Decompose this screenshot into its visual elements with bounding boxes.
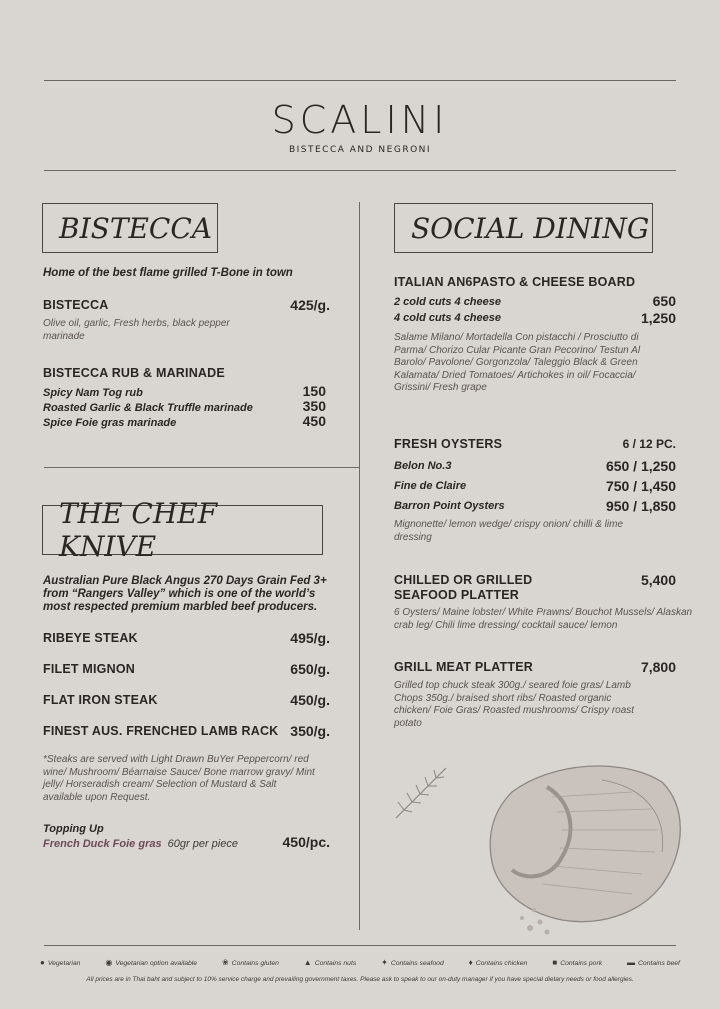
gluten-icon: ❀ — [221, 958, 229, 967]
footer-note: All prices are in Thai baht and subject to 10% service charge and prevailing government taxes. Please ask to speak to our on-duty manager if you have special dietary needs or food allergies. — [86, 976, 634, 983]
oyster-name: Fine de Claire — [394, 480, 467, 492]
chef-steak-note: *Steaks are served with Light Drawn BuYer Peppercorn/ red wine/ Mushroom/ Béarnaise Sauce/ Bone marrow gravy/ Mint jelly/ Horseradish cream/ Selection of Mustard & Salt available upon Request. — [43, 754, 315, 803]
legend-gluten: ❀ Contains gluten — [221, 958, 279, 967]
chef-heading: THE CHEF KNIVE — [42, 505, 323, 555]
topping-name: French Duck Foie gras — [43, 838, 162, 850]
left-mid-rule — [44, 467, 359, 468]
rub-price: 450 — [302, 413, 326, 429]
chef-item-name: FILET MIGNON — [43, 662, 135, 676]
antipasto-desc: Salame Milano/ Mortadella Con pistacchi / Prosciutto di Parma/ Chorizo Cular Picante Gran Pecorino/ Testun Al Barolo/ Pavolone/ Gorgonzola/ Taleggio Black & Green Kalamata/ Dried Tomatoes/ Artichokes in oil/ Focaccia/ Grissini/ Fresh grape — [394, 332, 641, 393]
vegetarian-icon: ● — [40, 958, 45, 967]
oysters-title: FRESH OYSTERS — [394, 437, 503, 451]
oyster-name: Barron Point Oysters — [394, 500, 505, 512]
oyster-price: 750 / 1,450 — [605, 478, 676, 494]
legend-beef: ▬ Contains beef — [627, 958, 680, 967]
rosemary-sprig-illustration — [392, 762, 452, 822]
legend-vegetarian: ● Vegetarian — [40, 958, 81, 967]
social-heading: SOCIAL DINING — [394, 203, 653, 253]
tbone-steak-illustration — [452, 752, 692, 942]
meat-title: GRILL MEAT PLATTER — [394, 660, 534, 674]
legend-pork: ■ Contains pork — [552, 958, 603, 967]
antipasto-option: 4 cold cuts 4 cheese — [394, 312, 501, 324]
antipasto-title: ITALIAN AN6PASTO & CHEESE BOARD — [394, 275, 636, 289]
chicken-icon: ♦ — [468, 958, 473, 967]
beef-icon: ▬ — [627, 958, 635, 967]
antipasto-price: 1,250 — [640, 310, 676, 326]
rub-price: 150 — [302, 383, 326, 399]
rub-price: 350 — [302, 398, 326, 414]
seafood-title-line2: SEAFOOD PLATTER — [394, 588, 519, 602]
topping-title: Topping Up — [43, 823, 104, 835]
meat-price: 7,800 — [640, 659, 676, 675]
seafood-icon: ✦ — [381, 958, 388, 967]
rub-item: Spice Foie gras marinade — [43, 417, 177, 429]
meat-desc: Grilled top chuck steak 300g./ seared foie gras/ Lamb Chops 350g./ braised short ribs/ Roasted organic chicken/ Foie Gras/ Roasted mushrooms/ Crispy roast potato — [394, 680, 635, 729]
bistecca-heading: BISTECCA — [42, 203, 218, 253]
legend-seafood: ✦ Contains seafood — [381, 958, 444, 967]
topping-price: 450/pc. — [282, 834, 330, 850]
oyster-price: 650 / 1,250 — [605, 458, 676, 474]
chef-item-price: 650/g. — [290, 661, 330, 677]
chef-item-price: 495/g. — [290, 630, 330, 646]
oysters-desc: Mignonette/ lemon wedge/ crispy onion/ chilli & lime dressing — [394, 519, 623, 543]
center-divider — [359, 202, 360, 930]
chef-intro: Australian Pure Black Angus 270 Days Grain Fed 3+ from “Rangers Valley” which is one of the world’s most respected premium marbled beef producers. — [43, 575, 327, 613]
bistecca-item-name: BISTECCA — [43, 298, 109, 312]
nuts-icon: ▲ — [303, 958, 312, 967]
chef-item-name: FINEST AUS. FRENCHED LAMB RACK — [43, 724, 279, 738]
topping-qty: 60gr per piece — [167, 838, 238, 850]
legend-chicken: ♦ Contains chicken — [468, 958, 528, 967]
bistecca-tagline: Home of the best flame grilled T-Bone in town — [43, 267, 293, 279]
bottom-rule — [44, 945, 676, 946]
chef-item-price: 450/g. — [290, 692, 330, 708]
bistecca-item-price: 425/g. — [290, 297, 330, 313]
rub-item: Spicy Nam Tog rub — [43, 387, 143, 399]
bistecca-rub-title: BISTECCA RUB & MARINADE — [43, 366, 225, 380]
legend-nuts: ▲ Contains nuts — [303, 958, 357, 967]
seafood-desc: 6 Oysters/ Maine lobster/ White Prawns/ Bouchot Mussels/ Alaskan crab leg/ Chili lime dressing/ cocktail sauce/ lemon — [394, 607, 693, 631]
oyster-name: Belon No.3 — [394, 460, 452, 472]
bistecca-item-desc: Olive oil, garlic, Fresh herbs, black pepper marinade — [43, 318, 230, 342]
seafood-price: 5,400 — [640, 572, 676, 588]
topping-line — [43, 838, 238, 850]
rub-item: Roasted Garlic & Black Truffle marinade — [43, 402, 253, 414]
oyster-price: 950 / 1,850 — [605, 498, 676, 514]
header-bottom-rule — [44, 170, 676, 171]
seafood-title-line1: CHILLED OR GRILLED — [394, 573, 533, 587]
chef-item-name: FLAT IRON STEAK — [43, 693, 158, 707]
oysters-unit: 6 / 12 PC. — [622, 437, 676, 451]
antipasto-price: 650 — [652, 293, 676, 309]
vegetarian-option-icon: ◉ — [105, 958, 113, 967]
chef-item-name: RIBEYE STEAK — [43, 631, 138, 645]
pork-icon: ■ — [552, 958, 558, 967]
antipasto-option: 2 cold cuts 4 cheese — [394, 296, 501, 308]
chef-item-price: 350/g. — [290, 723, 330, 739]
top-rule — [44, 80, 676, 81]
brand-logo: SCALINI — [271, 98, 449, 142]
legend-vegetarian-option: ◉ Vegetarian option available — [105, 958, 198, 967]
allergen-legend — [40, 958, 680, 967]
brand-tagline: BISTECCA AND NEGRONI — [288, 145, 432, 155]
